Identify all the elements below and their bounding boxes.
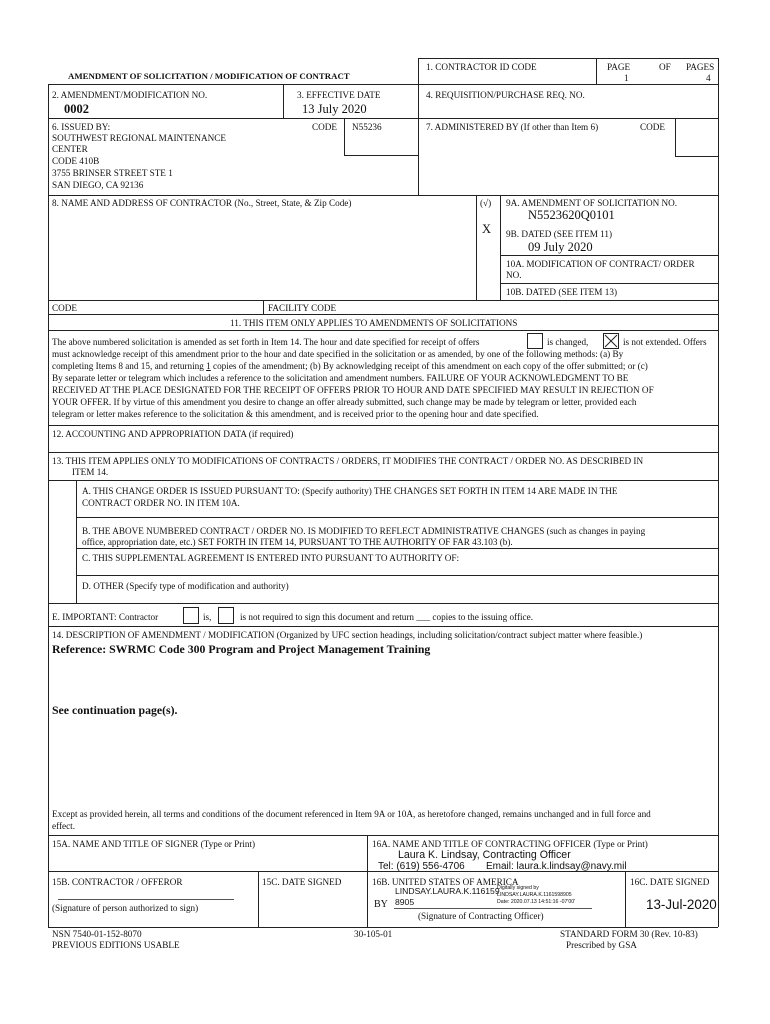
rule [48,480,718,481]
item11-text-part: copies of the amendment; (b) By acknowledging receipt of this amendment on each copy of the offer submitted; or (c) [213,361,648,371]
item3-label: 3. EFFECTIVE DATE [297,90,381,100]
rule [476,195,477,300]
item11-title: 11. THIS ITEM ONLY APPLIES TO AMENDMENTS OF SOLICITATIONS [230,318,518,328]
rule [48,626,718,627]
item13-label-cont: ITEM 14. [72,467,109,477]
officer-email: Email: laura.k.lindsay@navy.mil [486,861,627,872]
officer-name: Laura K. Lindsay, Contracting Officer [398,849,571,861]
officer-signature-caption: (Signature of Contracting Officer) [418,911,544,921]
item16a-label: 16A. NAME AND TITLE OF CONTRACTING OFFICER (Type or Print) [372,839,648,849]
item11-text: The above numbered solicitation is amended as set forth in Item 14. The hour and date specified for receipt of offers [52,337,480,347]
rule [48,118,718,119]
rule [675,156,718,157]
previous-editions: PREVIOUS EDITIONS USABLE [52,940,180,950]
item11-text [52,361,648,372]
page-value: 1 [624,73,629,83]
page-label: PAGE [607,62,631,72]
issuer-address-line: SAN DIEGO, CA 92136 [52,180,144,190]
rule [48,84,49,927]
item4-label: 4. REQUISITION/PURCHASE REQ. NO. [426,90,585,100]
changed-checkbox[interactable] [527,333,543,349]
rule [48,425,718,426]
item15b-label: 15B. CONTRACTOR / OFFEROR [52,877,183,887]
rule [48,835,718,836]
item13b-text-cont: office, appropriation date, etc.) SET FORTH IN ITEM 14, PURSUANT TO THE AUTHORITY OF FAR 43.103 (b). [82,537,513,547]
item6-code-label: CODE [312,122,338,132]
item11-text-part: completing Items 8 and 15, and returning [52,361,204,371]
terms-note-cont: effect. [52,821,76,831]
rule [367,835,368,927]
rule [596,58,597,84]
check-column-label: (√) [480,198,492,208]
continuation-text: See continuation page(s). [52,703,178,717]
digital-signature-name: LINDSAY.LAURA.K.116159 [395,886,500,896]
solicitation-date: 09 July 2020 [528,240,593,254]
rule [48,314,718,315]
item6-label: 6. ISSUED BY: [52,122,111,132]
contractor-is-not-checkbox[interactable] [218,607,234,624]
rule [418,58,419,195]
rule [48,300,718,301]
important-label: E. IMPORTANT: Contractor [52,612,159,622]
item7-label: 7. ADMINISTERED BY (If other than Item 6) [426,122,599,132]
solicitation-number: N5523620Q0101 [528,208,615,222]
important-text: is not required to sign this document and return ___ copies to the issuing office. [240,612,534,622]
by-label: BY [374,899,388,910]
rule [344,118,345,155]
digital-signature-meta: Digitally signed by [497,885,539,891]
item1-label: 1. CONTRACTOR ID CODE [426,62,537,72]
item11-text: must acknowledge receipt of this amendment prior to the hour and date specified in the solicitation or as amended, by one of the following methods: (a) By [52,349,624,359]
item10a-label: 10A. MODIFICATION OF CONTRACT/ ORDER [506,259,695,269]
rule [76,575,718,576]
item8-label: 8. NAME AND ADDRESS OF CONTRACTOR (No., Street, State, & Zip Code) [52,198,352,208]
is-label: is, [203,612,212,622]
nsn: NSN 7540-01-152-8070 [52,929,142,939]
issuer-address-line: 3755 BRINSER STREET STE 1 [52,168,173,178]
item11-text: By separate letter or telegram which includes a reference to the solicitation and amendment numbers. FAILURE OF YOUR ACKNOWLEDGMENT TO BE [52,373,629,383]
item11-text: telegram or letter makes reference to the solicitation & this amendment, and is received prior to the opening hour and date specified. [52,409,539,419]
item13d-text: D. OTHER (Specify type of modification and authority) [82,581,289,591]
pages-value: 4 [706,73,711,83]
effective-date: 13 July 2020 [302,102,367,116]
rule [344,155,418,156]
item11-changed-label: is changed, [547,337,589,347]
facility-code-label: FACILITY CODE [268,303,337,313]
item12-label: 12. ACCOUNTING AND APPROPRIATION DATA (if required) [52,429,294,439]
rule [76,548,718,549]
contractor-is-checkbox[interactable] [183,607,199,624]
item2-label: 2. AMENDMENT/MODIFICATION NO. [52,90,208,100]
date-signed: 13-Jul-2020 [646,897,717,912]
prescribed-by: Prescribed by GSA [566,940,637,950]
contractor-signature-caption: (Signature of person authorized to sign) [52,903,199,913]
item16b-label: 16B. UNITED STATES OF AMERICA [372,877,519,887]
checkbox-x-icon [604,334,618,348]
signature-line [58,899,234,900]
rule [500,195,501,300]
rule [500,283,718,284]
signature-line [394,908,592,909]
issuer-address-line: CENTER [52,144,88,154]
item13-label: 13. THIS ITEM APPLIES ONLY TO MODIFICATIONS OF CONTRACTS / ORDERS, IT MODIFIES THE CONTRACT / ORDER NO. AS DESCRIBED IN [52,456,644,466]
rule [48,603,718,604]
item13b-text: B. THE ABOVE NUMBERED CONTRACT / ORDER NO. IS MODIFIED TO REFLECT ADMINISTRATIVE CHANGES (such as changes in paying [82,526,646,536]
rule [48,84,718,85]
issuer-address-line: CODE 410B [52,156,100,166]
reference-text: Reference: SWRMC Code 300 Program and Project Management Training [52,642,431,656]
item6-code-value: N55236 [352,122,382,132]
item16c-label: 16C. DATE SIGNED [630,877,710,887]
item9-check-mark: X [482,222,492,236]
digital-signature-meta: Date: 2020.07.13 14:51:16 -07'00' [497,899,576,905]
rule [76,480,77,603]
rule [718,58,719,927]
item15a-label: 15A. NAME AND TITLE OF SIGNER (Type or Print) [52,839,256,849]
item11-text: YOUR OFFER. If by virtue of this amendment you desire to change an offer already submitted, such change may be made by telegram or letter, provided each [52,397,637,407]
item11-not-extended-label: is not extended. Offers [623,337,707,347]
form-code: 30-105-01 [354,929,393,939]
item14-label: 14. DESCRIPTION OF AMENDMENT / MODIFICATION (Organized by UFC section headings, including solicitation/contract subject matter where feasible.) [52,630,643,640]
officer-phone: Tel: (619) 556-4706 [378,861,465,872]
item13c-text: C. THIS SUPPLEMENTAL AGREEMENT IS ENTERED INTO PURSUANT TO AUTHORITY OF: [82,553,460,563]
item9a-label: 9A. AMENDMENT OF SOLICITATION NO. [506,198,678,208]
item15c-label: 15C. DATE SIGNED [262,877,342,887]
rule [76,517,718,518]
item10a-label-cont: NO. [506,270,522,280]
issuer-address-line: SOUTHWEST REGIONAL MAINTENANCE [52,133,227,143]
rule [263,300,264,314]
rule [675,118,676,156]
rule [625,871,626,927]
rule [500,255,718,256]
digital-signature-name-cont: 8905 [395,897,415,907]
code-label: CODE [52,303,78,313]
item13a-text-cont: CONTRACT ORDER NO. IN ITEM 10A. [82,498,240,508]
form-title: AMENDMENT OF SOLICITATION / MODIFICATION OF CONTRACT [68,71,350,81]
rule [48,195,718,196]
rule [48,452,718,453]
amendment-number: 0002 [64,102,89,116]
rule [48,927,718,928]
copies-count: 1 [206,361,211,371]
digital-signature-meta: LINDSAY.LAURA.K.1161598905 [497,892,572,898]
terms-note: Except as provided herein, all terms and conditions of the document referenced in Item 9A or 10A, as heretofore changed, remains unchanged and in full force and [52,809,651,819]
rule [258,871,259,927]
not-extended-checkbox[interactable] [603,333,619,349]
item13a-text: A. THIS CHANGE ORDER IS ISSUED PURSUANT TO: (Specify authority) THE CHANGES SET FORTH IN ITEM 14 ARE MADE IN THE [82,486,618,496]
rule [48,330,718,331]
of-label: OF [659,62,671,72]
item7-code-label: CODE [640,122,666,132]
item11-text: RECEIVED AT THE PLACE DESIGNATED FOR THE RECEIPT OF OFFERS PRIOR TO HOUR AND DATE SPECIFIED MAY RESULT IN REJECTION OF [52,385,654,395]
item9b-label: 9B. DATED (SEE ITEM 11) [506,229,613,239]
item10b-label: 10B. DATED (SEE ITEM 13) [506,287,618,297]
rule [283,84,284,118]
rule [418,58,718,59]
standard-form-name: STANDARD FORM 30 (Rev. 10-83) [560,929,698,939]
pages-label: PAGES [686,62,715,72]
